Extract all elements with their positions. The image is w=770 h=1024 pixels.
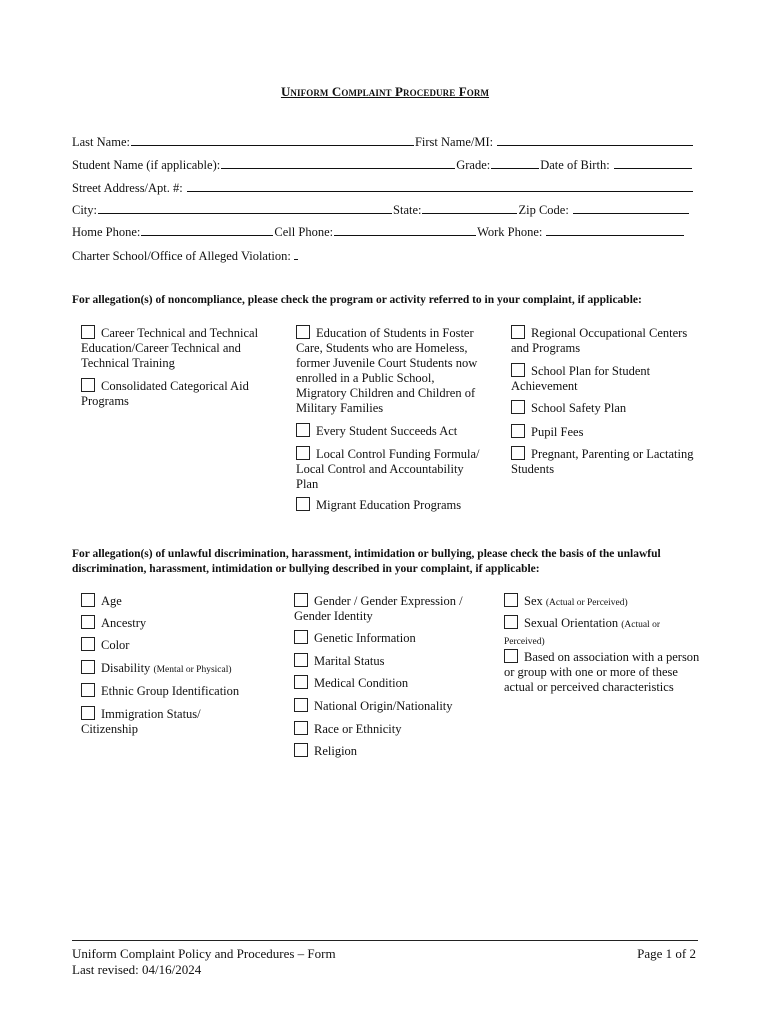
discrimination-heading: For allegation(s) of unlawful discrimination, harassment, intimidation or bullying, please check the basis of the unlawful discrimination, harassment, intimidation or bullying described in your complaint, if applicable: (72, 548, 661, 575)
checkbox-ancestry[interactable]: Ancestry (81, 615, 271, 631)
home-phone-field[interactable] (141, 223, 273, 236)
checkbox-disability[interactable]: Disability (Mental or Physical) (81, 660, 281, 678)
work-phone-field[interactable] (546, 223, 684, 236)
page-number: Page 1 of 2 (637, 946, 696, 961)
footer-rule (72, 940, 698, 941)
checkbox-icon[interactable] (81, 637, 95, 651)
work-phone-label: Work Phone: (477, 225, 543, 239)
last-name-label: Last Name: (72, 135, 130, 149)
grade-field[interactable] (491, 156, 539, 169)
checkbox-age[interactable]: Age (81, 593, 271, 609)
checkbox-icon[interactable] (511, 446, 525, 460)
checkbox-color[interactable]: Color (81, 637, 271, 653)
footer-revised: Last revised: 04/16/2024 (72, 962, 202, 977)
checkbox-icon[interactable] (294, 721, 308, 735)
checkbox-gender[interactable]: Gender / Gender Expression / Gender Identity (294, 594, 463, 623)
checkbox-icon[interactable] (504, 615, 518, 629)
checkbox-icon[interactable] (504, 593, 518, 607)
page-title: Uniform Complaint Procedure Form (280, 84, 490, 99)
checkbox-immigration[interactable]: Immigration Status/ Citizenship (81, 707, 201, 736)
student-row (72, 156, 693, 173)
checkbox-icon[interactable] (294, 630, 308, 644)
city-field[interactable] (98, 201, 392, 214)
checkbox-icon[interactable] (296, 446, 310, 460)
checkbox-foster-care[interactable]: Education of Students in Foster Care, Students who are Homeless, former Juvenile Court Students now enrolled in a Public School, Migratory Children and Children of Military Families (296, 326, 478, 415)
state-label: State: (393, 203, 422, 217)
checkbox-icon[interactable] (81, 325, 95, 339)
footer-title: Uniform Complaint Policy and Procedures – Form (72, 946, 336, 961)
checkbox-national-origin[interactable]: National Origin/Nationality (294, 698, 484, 714)
checkbox-icon[interactable] (81, 660, 95, 674)
checkbox-school-safety[interactable]: School Safety Plan (511, 400, 701, 416)
dob-field[interactable] (614, 156, 692, 169)
checkbox-icon[interactable] (81, 615, 95, 629)
checkbox-association[interactable]: Based on association with a person or group with one or more of these actual or perceived characteristics (504, 650, 700, 694)
first-name-field[interactable] (497, 133, 693, 146)
charter-row (72, 247, 299, 264)
cell-phone-label: Cell Phone: (274, 225, 334, 239)
checkbox-career-technical[interactable]: Career Technical and Technical Education/Career Technical and Technical Training (81, 326, 259, 370)
last-name-field[interactable] (131, 133, 414, 146)
dob-label: Date of Birth: (540, 158, 610, 172)
checkbox-icon[interactable] (511, 363, 525, 377)
cell-phone-field[interactable] (334, 223, 476, 236)
checkbox-icon[interactable] (294, 653, 308, 667)
street-field[interactable] (187, 179, 693, 192)
checkbox-pregnant[interactable]: Pregnant, Parenting or Lactating Students (511, 447, 694, 476)
state-field[interactable] (422, 201, 517, 214)
checkbox-religion[interactable]: Religion (294, 743, 484, 759)
checkbox-lcff[interactable]: Local Control Funding Formula/ Local Control and Accountability Plan (296, 447, 480, 491)
city-row (72, 201, 690, 218)
grade-label: Grade: (456, 158, 491, 172)
checkbox-icon[interactable] (511, 400, 525, 414)
checkbox-icon[interactable] (81, 683, 95, 697)
checkbox-sex[interactable]: Sex (Actual or Perceived) (504, 593, 704, 611)
checkbox-icon[interactable] (296, 423, 310, 437)
charter-field[interactable] (294, 247, 298, 260)
checkbox-ethnic[interactable]: Ethnic Group Identification (81, 683, 271, 699)
charter-label: Charter School/Office of Alleged Violation: (72, 249, 291, 263)
checkbox-race[interactable]: Race or Ethnicity (294, 721, 484, 737)
noncompliance-heading: For allegation(s) of noncompliance, please check the program or activity referred to in your complaint, if applicable: (72, 294, 642, 306)
footer-left (72, 946, 336, 978)
checkbox-icon[interactable] (81, 593, 95, 607)
checkbox-icon[interactable] (81, 378, 95, 392)
checkbox-icon[interactable] (296, 325, 310, 339)
checkbox-icon[interactable] (294, 593, 308, 607)
checkbox-regional[interactable]: Regional Occupational Centers and Programs (511, 326, 688, 355)
checkbox-icon[interactable] (296, 497, 310, 511)
checkbox-icon[interactable] (294, 698, 308, 712)
address-row (72, 179, 694, 196)
street-label: Street Address/Apt. #: (72, 181, 183, 195)
student-name-field[interactable] (221, 156, 455, 169)
zip-field[interactable] (573, 201, 689, 214)
home-phone-label: Home Phone: (72, 225, 141, 239)
city-label: City: (72, 203, 98, 217)
checkbox-icon[interactable] (81, 706, 95, 720)
checkbox-migrant[interactable]: Migrant Education Programs (296, 497, 486, 513)
checkbox-consolidated[interactable]: Consolidated Categorical Aid Programs (81, 379, 249, 408)
checkbox-marital[interactable]: Marital Status (294, 653, 484, 669)
checkbox-sexual-orientation[interactable]: Sexual Orientation (Actual or Perceived) (504, 616, 660, 647)
checkbox-icon[interactable] (294, 743, 308, 757)
checkbox-icon[interactable] (504, 649, 518, 663)
checkbox-icon[interactable] (511, 424, 525, 438)
zip-label: Zip Code: (518, 203, 569, 217)
student-name-label: Student Name (if applicable): (72, 158, 221, 172)
checkbox-school-plan[interactable]: School Plan for Student Achievement (511, 364, 651, 393)
checkbox-medical[interactable]: Medical Condition (294, 675, 484, 691)
checkbox-essa[interactable]: Every Student Succeeds Act (296, 423, 486, 439)
checkbox-icon[interactable] (294, 675, 308, 689)
first-name-label: First Name/MI: (414, 135, 494, 149)
checkbox-pupil-fees[interactable]: Pupil Fees (511, 424, 701, 440)
checkbox-genetic[interactable]: Genetic Information (294, 630, 484, 646)
checkbox-icon[interactable] (511, 325, 525, 339)
name-row (72, 133, 694, 150)
phone-row (72, 223, 685, 240)
